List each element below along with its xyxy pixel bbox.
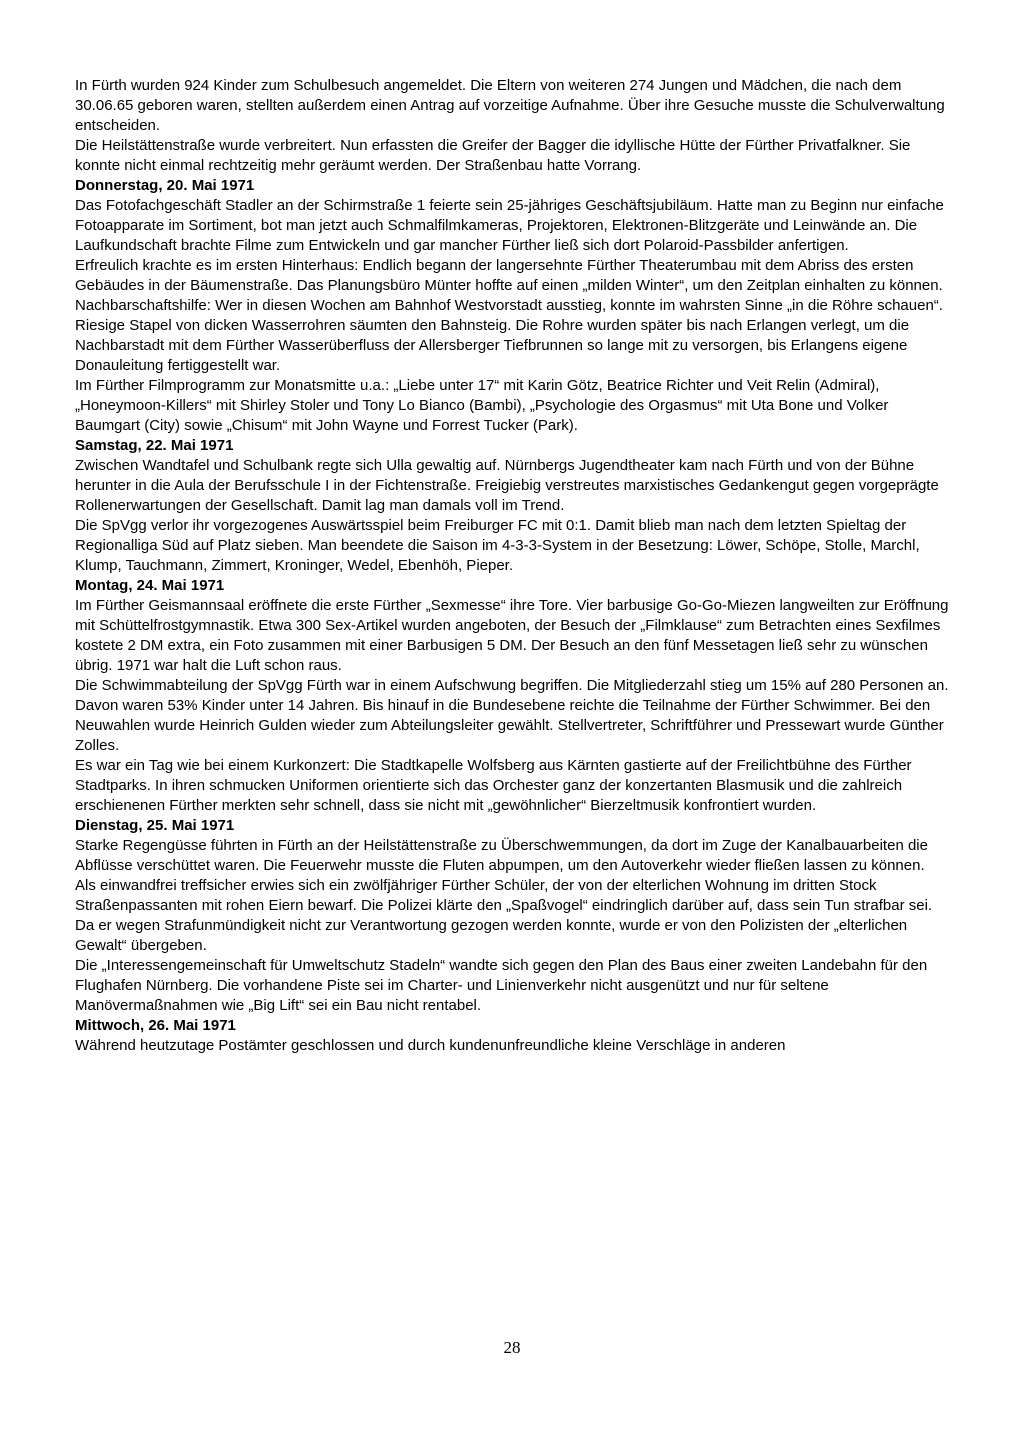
paragraph: Es war ein Tag wie bei einem Kurkonzert: Die Stadtkapelle Wolfsberg aus Kärnten gastierte auf der Freilichtbühne des Fürther Stadtparks. In ihren schmucken Uniformen orientierte sich das Orchester ganz der konzertanten Blasmusik und die zahlreich erschienenen Fürther merkten sehr schnell, dass sie nicht mit „gewöhnlicher“ Bierzeltmusik konfrontiert wurden. [75, 757, 912, 814]
paragraph: Nachbarschaftshilfe: Wer in diesen Wochen am Bahnhof Westvorstadt ausstieg, konnte im wahrsten Sinne „in die Röhre schauen“. Riesige Stapel von dicken Wasserrohren säumten den Bahnsteig. Die Rohre wurden später bis nach Erlangen verlegt, um die Nachbarstadt mit dem Fürther Wasserüberfluss der Allersberger Tiefbrunnen so lange mit zu versorgen, bis Erlangens eigene Donauleitung fertiggestellt war. [75, 297, 943, 374]
section-heading: Donnerstag, 20. Mai 1971 [75, 177, 255, 194]
paragraph: Als einwandfrei treffsicher erwies sich ein zwölfjähriger Fürther Schüler, der von der elterlichen Wohnung im dritten Stock Straßenpassanten mit rohen Eiern bewarf. Die Polizei klärte den „Spaßvogel“ eindringlich darüber auf, dass sein Tun strafbar sei. Da er wegen Strafunmündigkeit nicht zur Verantwortung gezogen werden konnte, wurde er von den Polizisten der „elterlichen Gewalt“ übergeben. [75, 877, 933, 954]
paragraph: Zwischen Wandtafel und Schulbank regte sich Ulla gewaltig auf. Nürnbergs Jugendtheater kam nach Fürth und von der Bühne herunter in die Aula der Berufsschule I in der Fichtenstraße. Freigiebig verstreutes marxistisches Gedankengut gegen vorgeprägte Rollenerwartungen der Gesellschaft. Damit lag man damals voll im Trend. [75, 457, 939, 514]
paragraph: Während heutzutage Postämter geschlossen und durch kundenunfreundliche kleine Verschläge in anderen [75, 1037, 786, 1054]
section-donnerstag-20-mai-1971 [75, 176, 953, 436]
section-dienstag-25-mai-1971 [75, 816, 953, 1016]
paragraph: Die „Interessengemeinschaft für Umweltschutz Stadeln“ wandte sich gegen den Plan des Baus einer zweiten Landebahn für den Flughafen Nürnberg. Die vorhandene Piste sei im Charter- und Linienverkehr nicht ausgenützt und nur für seltene Manövermaßnahmen wie „Big Lift“ sei ein Bau nicht rentabel. [75, 957, 928, 1014]
section-heading: Dienstag, 25. Mai 1971 [75, 817, 235, 834]
section-mittwoch-26-mai-1971 [75, 1016, 953, 1056]
paragraph: Die SpVgg verlor ihr vorgezogenes Auswärtsspiel beim Freiburger FC mit 0:1. Damit blieb man nach dem letzten Spieltag der Regionalliga Süd auf Platz sieben. Man beendete die Saison im 4-3-3-System in der Besetzung: Löwer, Schöpe, Stolle, Marchl, Klump, Tauchmann, Zimmert, Kroninger, Wedel, Ebenhöh, Pieper. [75, 517, 920, 574]
paragraph: Im Fürther Filmprogramm zur Monatsmitte u.a.: „Liebe unter 17“ mit Karin Götz, Beatrice Richter und Veit Relin (Admiral), „Honeymoon-Killers“ mit Shirley Stoler und Tony Lo Bianco (Bambi), „Psychologie des Orgasmus“ mit Uta Bone und Volker Baumgart (City) sowie „Chisum“ mit John Wayne und Forrest Tucker (Park). [75, 377, 889, 434]
section-samstag-22-mai-1971 [75, 436, 953, 576]
section-heading: Mittwoch, 26. Mai 1971 [75, 1017, 236, 1034]
paragraph: Starke Regengüsse führten in Fürth an der Heilstättenstraße zu Überschwemmungen, da dort im Zuge der Kanalbauarbeiten die Abflüsse verschüttet waren. Die Feuerwehr musste die Fluten abpumpen, um den Autoverkehr wieder fließen lassen zu können. [75, 837, 928, 874]
section-heading: Montag, 24. Mai 1971 [75, 577, 225, 594]
page-body-text [75, 76, 953, 1056]
section-montag-24-mai-1971 [75, 576, 953, 816]
paragraph: Erfreulich krachte es im ersten Hinterhaus: Endlich begann der langersehnte Fürther Theaterumbau mit dem Abriss des ersten Gebäudes in der Bäumenstraße. Das Planungsbüro Münter hoffte auf einen „milden Winter“, um den Zeitplan einhalten zu können. [75, 257, 943, 294]
paragraph: Im Fürther Geismannsaal eröffnete die erste Fürther „Sexmesse“ ihre Tore. Vier barbusige Go-Go-Miezen langweilten zur Eröffnung mit Schüttelfrostgymnastik. Etwa 300 Sex-Artikel wurden angeboten, der Besuch der „Filmklause“ zum Betrachten eines Sexfilmes kostete 2 DM extra, ein Foto zusammen mit einer Barbusigen 5 DM. Der Besuch an den fünf Messetagen ließ sehr zu wünschen übrig. 1971 war halt die Luft schon raus. [75, 597, 949, 674]
paragraph: Die Schwimmabteilung der SpVgg Fürth war in einem Aufschwung begriffen. Die Mitgliederzahl stieg um 15% auf 280 Personen an. Davon waren 53% Kinder unter 14 Jahren. Bis hinauf in die Bundesebene reichte die Teilnahme der Fürther Schwimmer. Bei den Neuwahlen wurde Heinrich Gulden wieder zum Abteilungsleiter gewählt. Stellvertreter, Schriftführer und Pressewart wurde Günther Zolles. [75, 677, 949, 754]
paragraph: Die Heilstättenstraße wurde verbreitert. Nun erfassten die Greifer der Bagger die idyllische Hütte der Fürther Privatfalkner. Sie konnte nicht einmal rechtzeitig mehr geräumt werden. Der Straßenbau hatte Vorrang. [75, 137, 911, 174]
section-heading: Samstag, 22. Mai 1971 [75, 437, 234, 454]
paragraph: In Fürth wurden 924 Kinder zum Schulbesuch angemeldet. Die Eltern von weiteren 274 Jungen und Mädchen, die nach dem 30.06.65 geboren waren, stellten außerdem einen Antrag auf vorzeitige Aufnahme. Über ihre Gesuche musste die Schulverwaltung entscheiden. [75, 77, 945, 134]
paragraph: Das Fotofachgeschäft Stadler an der Schirmstraße 1 feierte sein 25-jähriges Geschäftsjubiläum. Hatte man zu Beginn nur einfache Fotoapparate im Sortiment, bot man jetzt auch Schmalfilmkameras, Projektoren, Elektronen-Blitzgeräte und Leinwände an. Die Laufkundschaft brachte Filme zum Entwickeln und gar mancher Fürther ließ sich dort Polaroid-Passbilder anfertigen. [75, 197, 944, 254]
page-number: 28 [503, 1338, 521, 1357]
